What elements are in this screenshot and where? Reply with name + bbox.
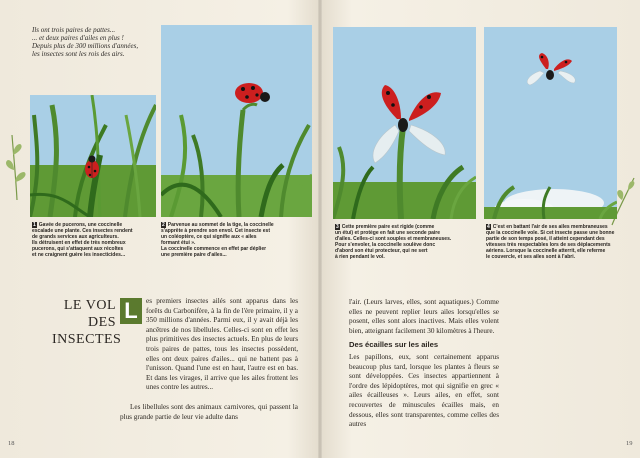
caption-line: un coléoptère, ce qui signifie aux « ailes: [161, 234, 257, 240]
caption-line: escalade une plante. Ces insectes rendent: [32, 228, 133, 234]
caption-line: le couvercle, et ses ailes sont à l'abri.: [486, 254, 576, 260]
caption-line: une première paire d'ailes...: [161, 252, 227, 258]
caption-line: La coccinelle commence en effet par déplier: [161, 246, 267, 252]
plant-sprig-left-illustration: [2, 130, 32, 200]
intro-line: Depuis plus de 300 millions d'années,: [32, 42, 139, 50]
caption-line: vitesses très respectables lors de ses déplacements: [486, 242, 611, 248]
illustration-panel-1: [30, 95, 156, 217]
caption-2: [161, 222, 313, 258]
caption-line: que la coccinelle vole. Si cet insecte passe une bonne: [486, 230, 615, 236]
paragraph: Les libellules sont des animaux carnivores, qui passent la plus grande partie de leur vie adulte dans: [120, 403, 298, 421]
page-gutter: [318, 0, 322, 458]
caption-line: Pour s'envoler, la coccinelle soulève donc: [335, 242, 436, 248]
page-number-left: 18: [8, 440, 15, 447]
caption-line: s'apprête à prendre son envol. Cet insecte est: [161, 228, 271, 234]
caption-line: d'ailes. Celles-ci sont souples et membraneuses.: [335, 236, 452, 242]
illustration-panel-4: [484, 27, 617, 219]
caption-line: formant étui ».: [161, 240, 196, 246]
chapter-title: [52, 297, 122, 348]
title-line: INSECTES: [52, 332, 122, 347]
caption-line: à rien pendant le vol.: [335, 254, 385, 260]
title-line: LE VOL: [63, 298, 116, 313]
caption-3: [335, 224, 477, 260]
caption-line: et ne craignent guère les insecticides...: [32, 252, 126, 258]
caption-line: aériens. Lorsque la coccinelle atterrit, elle referme: [486, 248, 606, 254]
illustration-panel-2: [161, 25, 312, 217]
caption-number: 2: [162, 222, 165, 228]
intro-line: Ils ont trois paires de pattes...: [32, 26, 116, 34]
page-number-right: 19: [626, 440, 633, 447]
caption-number: 4: [487, 224, 490, 230]
intro-line: les insectes sont les rois des airs.: [32, 50, 125, 58]
caption-line: Gavée de pucerons, une coccinelle: [38, 222, 123, 228]
caption-number: 3: [336, 224, 339, 230]
caption-line: d'abord son étui protecteur, qui ne sert: [335, 248, 428, 254]
caption-line: C'est en battant l'air de ses ailes membraneuses: [492, 224, 608, 230]
caption-line: Cette première paire est rigide (comme: [341, 224, 435, 230]
paragraph: l'air. (Leurs larves, elles, sont aquatiques.) Comme elles ne peuvent replier leurs ailes lorsqu'elles se posent, elles sont alors inactives. Mais elles volent bien, atteignant facilement 30 kilomètres à l'heure.: [349, 298, 499, 335]
paragraph: es premiers insectes ailés sont apparus dans les forêts du Carbonifère, à la fin de l'ère primaire, il y a 350 millions d'années. Parmi eux, il y avait déjà les ancêtres de nos libellules. Celles-ci sont en effet les plus primitives des insectes actuels. En plus de leurs trois paires de pattes, tous les insectes possèdent, elles ont deux paires d'ailes... qui ne battent pas à l'unisson. Quand l'une est en haut, l'autre est en bas. Et dans les virages, il arrive que les ailes frottent les unes contre les autres...: [146, 297, 298, 392]
section-subheading: Des écailles sur les ailes: [349, 340, 439, 350]
caption-line: partie de son temps posé, il atteint cependant des: [486, 236, 605, 242]
caption-1: [32, 222, 158, 258]
left-body-text-continued: [120, 403, 298, 425]
drop-cap: L: [120, 298, 142, 324]
intro-text: [32, 26, 150, 58]
caption-line: un étui) et protège en fait une seconde paire: [335, 230, 441, 236]
caption-number: 1: [33, 222, 36, 228]
caption-line: Ils détruisent en effet de très nombreux: [32, 240, 126, 246]
paragraph: Les papillons, eux, sont certainement apparus beaucoup plus tard, lorsque les plantes à fleurs se sont développées. Ces insectes appartiennent à l'ordre des lépidoptères, mot qui signifie en grec « ailes écailleuses ». Leurs ailes, en effet, sont recouvertes de minuscules écailles mais, en dessous, elles sont transparentes, comme celles des autres: [349, 352, 499, 429]
left-body-text: [146, 297, 298, 396]
caption-line: pucerons, qui s'attaquent aux récoltes: [32, 246, 124, 252]
title-line: DES: [88, 315, 116, 330]
caption-line: de grands services aux agriculteurs.: [32, 234, 119, 240]
illustration-panel-3: [333, 27, 476, 219]
caption-line: Parvenue au sommet de la tige, la coccinelle: [167, 222, 274, 228]
caption-4: [486, 224, 620, 260]
right-body-text: [349, 298, 499, 433]
intro-line: ... et deux paires d'ailes en plus !: [32, 34, 124, 42]
